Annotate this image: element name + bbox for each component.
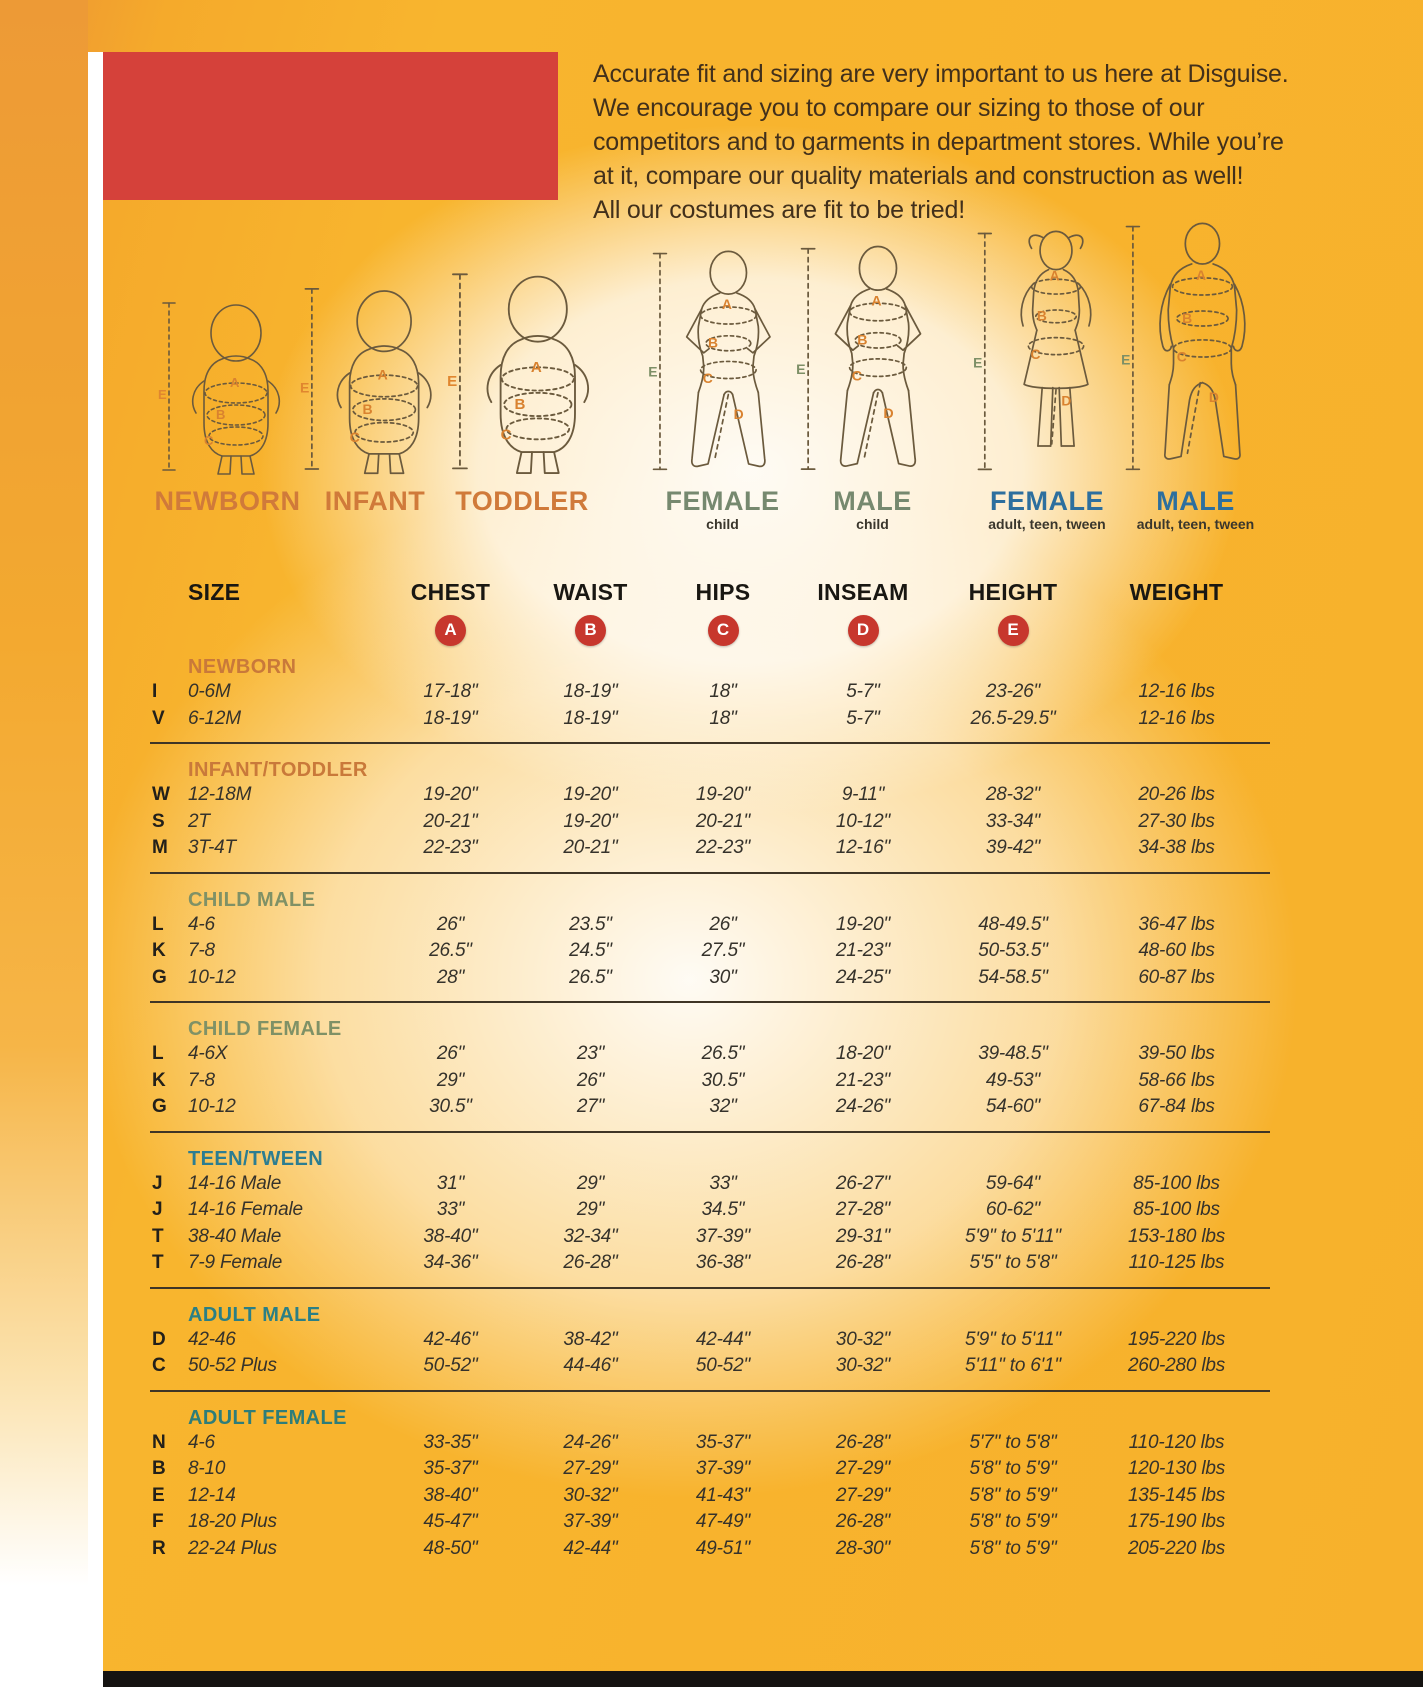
cell-inseam: 30-32" bbox=[835, 1328, 891, 1350]
section-title: TEEN/TWEEN bbox=[188, 1147, 324, 1170]
chest-letter: A bbox=[721, 296, 732, 313]
header-waist: WAIST bbox=[553, 578, 628, 605]
table-row bbox=[150, 1509, 1270, 1536]
header-height: HEIGHT bbox=[968, 578, 1058, 605]
height-letter: E bbox=[157, 387, 167, 402]
row-letter: L bbox=[152, 1043, 164, 1065]
figure-illustration bbox=[796, 240, 949, 480]
hips-letter: C bbox=[500, 426, 512, 444]
cell-height: 5'8" to 5'9" bbox=[969, 1511, 1057, 1533]
row-letter: R bbox=[152, 1537, 166, 1559]
cell-hips: 37-39" bbox=[695, 1458, 751, 1480]
cell-hips: 18" bbox=[709, 681, 737, 703]
inseam-letter: D bbox=[1060, 392, 1071, 409]
cell-weight: 205-220 lbs bbox=[1127, 1537, 1226, 1559]
cell-chest: 26" bbox=[436, 1043, 465, 1065]
height-letter: E bbox=[647, 363, 657, 380]
cell-weight: 135-145 lbs bbox=[1127, 1484, 1226, 1506]
section-title: INFANT/TODDLER bbox=[188, 759, 368, 781]
cell-inseam: 24-26" bbox=[835, 1096, 891, 1118]
cell-size: 18-20 Plus bbox=[188, 1511, 277, 1533]
figure-illustration bbox=[1121, 218, 1271, 480]
figure-label: FEMALE bbox=[665, 486, 780, 516]
cell-height: 50-53.5" bbox=[978, 940, 1048, 962]
cell-waist: 24-26" bbox=[563, 1431, 618, 1453]
cell-height: 39-42" bbox=[985, 837, 1041, 859]
cell-weight: 60-87 lbs bbox=[1138, 966, 1215, 988]
cell-height: 5'5" to 5'8" bbox=[969, 1252, 1057, 1274]
cell-size: 2T bbox=[188, 810, 210, 832]
table-row bbox=[150, 1224, 1270, 1251]
cell-weight: 175-190 lbs bbox=[1127, 1511, 1226, 1533]
section-divider bbox=[150, 1001, 1270, 1003]
cell-hips: 37-39" bbox=[695, 1225, 751, 1247]
measure-badge: C bbox=[708, 615, 739, 646]
cell-hips: 27.5" bbox=[701, 940, 745, 962]
table-row bbox=[150, 1456, 1270, 1483]
row-letter: T bbox=[152, 1225, 164, 1247]
section-divider bbox=[150, 1390, 1270, 1392]
table-row bbox=[150, 706, 1270, 733]
table-header-row bbox=[150, 576, 1270, 608]
cell-chest: 48-50" bbox=[423, 1537, 478, 1559]
cell-inseam: 27-29" bbox=[835, 1484, 891, 1506]
waist-letter: B bbox=[362, 400, 373, 417]
cell-waist: 26" bbox=[576, 1069, 605, 1091]
section-title: CHILD FEMALE bbox=[188, 1018, 342, 1040]
cell-inseam: 18-20" bbox=[835, 1043, 891, 1065]
chest-letter: A bbox=[1195, 267, 1206, 284]
cell-height: 39-48.5" bbox=[978, 1043, 1048, 1065]
inseam-letter: D bbox=[883, 405, 894, 422]
cell-chest: 26.5" bbox=[429, 940, 472, 962]
cell-chest: 35-37" bbox=[423, 1458, 478, 1480]
intro-line: Accurate fit and sizing are very important to us here at Disguise. bbox=[593, 60, 1289, 88]
height-letter: E bbox=[972, 354, 982, 371]
cell-waist: 26-28" bbox=[563, 1252, 618, 1274]
cell-waist: 18-19" bbox=[563, 707, 618, 729]
waist-letter: B bbox=[857, 332, 868, 349]
measure-badge: B bbox=[575, 615, 606, 646]
cell-weight: 120-130 lbs bbox=[1127, 1458, 1226, 1480]
header-weight: WEIGHT bbox=[1129, 578, 1224, 605]
inseam-letter: D bbox=[1208, 388, 1219, 405]
cell-inseam: 26-28" bbox=[835, 1431, 891, 1453]
cell-waist: 26.5" bbox=[569, 966, 612, 988]
header-inseam: INSEAM bbox=[817, 578, 909, 605]
cell-chest: 30.5" bbox=[429, 1096, 472, 1118]
cell-inseam: 21-23" bbox=[835, 940, 891, 962]
chest-letter: A bbox=[1049, 267, 1060, 284]
cell-chest: 29" bbox=[436, 1069, 465, 1091]
cell-chest: 18-19" bbox=[423, 707, 478, 729]
row-letter: D bbox=[152, 1328, 166, 1350]
row-letter: E bbox=[152, 1484, 165, 1506]
cell-chest: 17-18" bbox=[423, 681, 478, 703]
chest-letter: A bbox=[871, 293, 882, 310]
cell-inseam: 28-30" bbox=[835, 1537, 891, 1559]
cell-waist: 19-20" bbox=[563, 810, 618, 832]
cell-inseam: 24-25" bbox=[835, 966, 891, 988]
table-row bbox=[150, 679, 1270, 706]
waist-letter: B bbox=[1036, 307, 1047, 324]
intro-line: competitors and to garments in department stores. While you’re bbox=[593, 128, 1284, 156]
figure-illustration bbox=[158, 295, 298, 480]
figure-male-adult bbox=[1118, 218, 1273, 532]
row-letter: C bbox=[152, 1355, 166, 1377]
cell-chest: 28" bbox=[436, 966, 465, 988]
table-row bbox=[150, 912, 1270, 939]
height-letter: E bbox=[1120, 351, 1130, 368]
figure-illustration bbox=[648, 245, 798, 480]
cell-size: 4-6X bbox=[188, 1043, 228, 1065]
cell-size: 14-16 Female bbox=[188, 1199, 303, 1221]
figure-illustration bbox=[447, 265, 610, 480]
row-letter: V bbox=[152, 707, 165, 729]
table-row bbox=[150, 809, 1270, 836]
row-letter: K bbox=[152, 1069, 166, 1091]
figure-female-child bbox=[640, 245, 805, 532]
hips-letter: C bbox=[1030, 345, 1040, 362]
cell-size: 14-16 Male bbox=[188, 1172, 282, 1194]
cell-weight: 110-120 lbs bbox=[1128, 1431, 1225, 1453]
cell-waist: 18-19" bbox=[563, 681, 618, 703]
cell-weight: 36-47 lbs bbox=[1138, 913, 1215, 935]
row-letter: J bbox=[152, 1199, 163, 1221]
cell-inseam: 21-23" bbox=[835, 1069, 891, 1091]
measure-badges-row bbox=[150, 608, 1270, 652]
hips-letter: C bbox=[203, 433, 213, 448]
cell-size: 4-6 bbox=[188, 1431, 215, 1453]
cell-hips: 47-49" bbox=[695, 1511, 751, 1533]
height-letter: E bbox=[447, 372, 458, 390]
cell-hips: 34.5" bbox=[701, 1199, 745, 1221]
cell-height: 28-32" bbox=[985, 784, 1041, 806]
cell-inseam: 19-20" bbox=[835, 913, 891, 935]
table-row bbox=[150, 938, 1270, 965]
cell-weight: 27-30 lbs bbox=[1138, 810, 1215, 832]
cell-waist: 27-29" bbox=[563, 1458, 618, 1480]
cell-weight: 12-16 lbs bbox=[1138, 681, 1215, 703]
cell-inseam: 26-28" bbox=[835, 1252, 891, 1274]
intro-text bbox=[593, 57, 1393, 227]
page-bottom-bar bbox=[103, 1671, 1423, 1687]
cell-chest: 31" bbox=[436, 1172, 465, 1194]
cell-size: 42-46 bbox=[188, 1328, 236, 1350]
size-chart-table bbox=[150, 576, 1270, 1562]
section-divider bbox=[150, 872, 1270, 874]
cell-hips: 20-21" bbox=[695, 810, 751, 832]
cell-weight: 110-125 lbs bbox=[1128, 1252, 1225, 1274]
cell-waist: 27" bbox=[576, 1096, 605, 1118]
cell-hips: 22-23" bbox=[695, 837, 751, 859]
section-title: ADULT MALE bbox=[188, 1303, 321, 1326]
cell-inseam: 9-11" bbox=[841, 784, 885, 806]
row-letter: L bbox=[152, 913, 164, 935]
row-letter: M bbox=[152, 837, 168, 859]
cell-waist: 44-46" bbox=[563, 1355, 618, 1377]
cell-chest: 45-47" bbox=[423, 1511, 478, 1533]
hips-letter: C bbox=[702, 369, 713, 386]
row-letter: T bbox=[152, 1252, 164, 1274]
table-row bbox=[150, 1353, 1270, 1380]
measure-badge: E bbox=[998, 615, 1029, 646]
cell-hips: 35-37" bbox=[695, 1431, 751, 1453]
cell-weight: 195-220 lbs bbox=[1127, 1328, 1226, 1350]
figure-sublabel: adult, teen, tween bbox=[988, 516, 1106, 532]
cell-hips: 33" bbox=[709, 1172, 737, 1194]
table-row bbox=[150, 1483, 1270, 1510]
cell-waist: 30-32" bbox=[563, 1484, 618, 1506]
section-divider bbox=[150, 1287, 1270, 1289]
cell-hips: 18" bbox=[709, 707, 737, 729]
figure-illustration bbox=[973, 225, 1122, 480]
section-divider bbox=[150, 742, 1270, 744]
table-row bbox=[150, 835, 1270, 862]
cell-weight: 48-60 lbs bbox=[1138, 940, 1215, 962]
intro-line: at it, compare our quality materials and construction as well! bbox=[593, 162, 1244, 190]
cell-height: 23-26" bbox=[985, 681, 1041, 703]
table-row bbox=[150, 1068, 1270, 1095]
cell-waist: 23" bbox=[576, 1043, 605, 1065]
cell-chest: 33-35" bbox=[423, 1431, 478, 1453]
cell-hips: 42-44" bbox=[695, 1328, 751, 1350]
table-row bbox=[150, 1094, 1270, 1121]
row-letter: F bbox=[152, 1511, 164, 1533]
cell-inseam: 27-28" bbox=[835, 1199, 891, 1221]
intro-line: We encourage you to compare our sizing to those of our bbox=[593, 94, 1205, 122]
figure-female-adult bbox=[962, 225, 1132, 532]
cell-chest: 34-36" bbox=[423, 1252, 478, 1274]
cell-weight: 85-100 lbs bbox=[1133, 1172, 1220, 1194]
figure-sublabel: child bbox=[706, 516, 739, 532]
cell-hips: 36-38" bbox=[695, 1252, 751, 1274]
page-left-edge bbox=[0, 0, 88, 1687]
cell-weight: 20-26 lbs bbox=[1138, 784, 1215, 806]
cell-inseam: 10-12" bbox=[835, 810, 891, 832]
figure-label: MALE bbox=[1156, 486, 1235, 516]
hips-letter: C bbox=[1176, 348, 1187, 365]
height-letter: E bbox=[796, 362, 806, 379]
waist-letter: B bbox=[215, 407, 225, 422]
figure-label: MALE bbox=[833, 486, 912, 516]
cell-size: 12-18M bbox=[188, 784, 252, 806]
cell-weight: 85-100 lbs bbox=[1133, 1199, 1220, 1221]
cell-chest: 19-20" bbox=[423, 784, 478, 806]
cell-waist: 24.5" bbox=[569, 940, 612, 962]
cell-size: 22-24 Plus bbox=[188, 1537, 277, 1559]
table-row bbox=[150, 782, 1270, 809]
cell-inseam: 26-27" bbox=[835, 1172, 891, 1194]
cell-size: 10-12 bbox=[188, 1096, 236, 1118]
table-sections bbox=[150, 655, 1270, 1562]
figure-sublabel: child bbox=[856, 516, 889, 532]
red-block bbox=[103, 52, 558, 200]
row-letter: K bbox=[152, 940, 166, 962]
cell-inseam: 5-7" bbox=[846, 707, 880, 729]
cell-waist: 37-39" bbox=[563, 1511, 618, 1533]
row-letter: W bbox=[152, 784, 170, 806]
cell-chest: 33" bbox=[436, 1199, 465, 1221]
table-row bbox=[150, 1171, 1270, 1198]
cell-size: 6-12M bbox=[188, 707, 241, 729]
cell-size: 10-12 bbox=[188, 966, 236, 988]
cell-hips: 30.5" bbox=[701, 1069, 745, 1091]
cell-height: 54-58.5" bbox=[978, 966, 1048, 988]
table-row bbox=[150, 1430, 1270, 1457]
cell-chest: 20-21" bbox=[423, 810, 478, 832]
row-letter: I bbox=[152, 681, 158, 703]
cell-size: 8-10 bbox=[188, 1458, 226, 1480]
table-row bbox=[150, 1327, 1270, 1354]
cell-waist: 32-34" bbox=[563, 1225, 618, 1247]
figure-newborn bbox=[150, 295, 305, 517]
table-row bbox=[150, 965, 1270, 992]
cell-weight: 58-66 lbs bbox=[1138, 1069, 1215, 1091]
cell-hips: 32" bbox=[709, 1096, 737, 1118]
inseam-letter: D bbox=[733, 406, 744, 423]
cell-hips: 30" bbox=[709, 966, 737, 988]
figure-illustration bbox=[300, 280, 451, 480]
cell-waist: 29" bbox=[576, 1172, 605, 1194]
figure-male-child bbox=[795, 240, 950, 532]
cell-chest: 38-40" bbox=[423, 1225, 478, 1247]
row-letter: B bbox=[152, 1458, 166, 1480]
measure-badge: D bbox=[848, 615, 879, 646]
height-letter: E bbox=[300, 379, 310, 396]
cell-height: 48-49.5" bbox=[978, 913, 1048, 935]
header-chest: CHEST bbox=[410, 578, 491, 605]
figure-sublabel: adult, teen, tween bbox=[1136, 516, 1255, 532]
figure-label: NEWBORN bbox=[154, 486, 301, 516]
cell-size: 7-8 bbox=[188, 1069, 215, 1091]
row-letter: N bbox=[152, 1431, 166, 1453]
row-letter: G bbox=[152, 966, 167, 988]
table-row bbox=[150, 1041, 1270, 1068]
cell-inseam: 26-28" bbox=[835, 1511, 891, 1533]
cell-height: 5'7" to 5'8" bbox=[969, 1431, 1057, 1453]
section-title: NEWBORN bbox=[188, 656, 297, 678]
hips-letter: C bbox=[349, 429, 360, 446]
intro-line: All our costumes are fit to be tried! bbox=[593, 196, 965, 224]
figure-infant bbox=[300, 280, 450, 517]
header-hips: HIPS bbox=[695, 578, 751, 605]
cell-height: 49-53" bbox=[985, 1069, 1041, 1091]
table-row bbox=[150, 1250, 1270, 1277]
cell-height: 5'9" to 5'11" bbox=[965, 1328, 1061, 1350]
cell-inseam: 5-7" bbox=[846, 681, 880, 703]
waist-letter: B bbox=[514, 396, 526, 414]
cell-inseam: 12-16" bbox=[835, 837, 891, 859]
page-margin-strip bbox=[88, 52, 103, 1687]
figure-toddler bbox=[447, 265, 597, 517]
section-title: ADULT FEMALE bbox=[188, 1406, 347, 1429]
figure-label: INFANT bbox=[324, 486, 426, 516]
cell-chest: 42-46" bbox=[423, 1328, 478, 1350]
cell-waist: 20-21" bbox=[563, 837, 618, 859]
cell-weight: 260-280 lbs bbox=[1127, 1355, 1226, 1377]
chest-letter: A bbox=[377, 366, 388, 383]
cell-height: 60-62" bbox=[985, 1199, 1041, 1221]
cell-chest: 22-23" bbox=[423, 837, 478, 859]
cell-weight: 12-16 lbs bbox=[1138, 707, 1215, 729]
cell-height: 54-60" bbox=[985, 1096, 1041, 1118]
cell-waist: 38-42" bbox=[563, 1328, 618, 1350]
measure-badge: A bbox=[435, 615, 466, 646]
cell-size: 38-40 Male bbox=[188, 1225, 282, 1247]
cell-size: 7-8 bbox=[188, 940, 215, 962]
cell-hips: 26" bbox=[709, 913, 737, 935]
row-letter: G bbox=[152, 1096, 167, 1118]
chest-letter: A bbox=[530, 358, 542, 376]
cell-inseam: 30-32" bbox=[835, 1355, 891, 1377]
cell-height: 5'8" to 5'9" bbox=[969, 1484, 1057, 1506]
chest-letter: A bbox=[229, 375, 239, 390]
cell-height: 5'11" to 6'1" bbox=[965, 1355, 1061, 1377]
cell-chest: 38-40" bbox=[423, 1484, 478, 1506]
section-divider bbox=[150, 1131, 1270, 1133]
cell-inseam: 27-29" bbox=[835, 1458, 891, 1480]
cell-hips: 19-20" bbox=[695, 784, 751, 806]
cell-size: 12-14 bbox=[188, 1484, 236, 1506]
cell-weight: 67-84 lbs bbox=[1138, 1096, 1215, 1118]
cell-waist: 29" bbox=[576, 1199, 605, 1221]
section-title: CHILD MALE bbox=[188, 888, 316, 911]
cell-weight: 34-38 lbs bbox=[1138, 837, 1215, 859]
cell-hips: 26.5" bbox=[701, 1043, 745, 1065]
figure-label: TODDLER bbox=[455, 486, 589, 516]
cell-height: 5'8" to 5'9" bbox=[969, 1458, 1057, 1480]
cell-height: 33-34" bbox=[985, 810, 1041, 832]
cell-size: 7-9 Female bbox=[188, 1252, 283, 1274]
cell-height: 59-64" bbox=[985, 1172, 1041, 1194]
waist-letter: B bbox=[707, 334, 718, 351]
cell-hips: 41-43" bbox=[695, 1484, 751, 1506]
table-row bbox=[150, 1197, 1270, 1224]
header-size: SIZE bbox=[188, 578, 241, 605]
cell-chest: 50-52" bbox=[423, 1355, 478, 1377]
cell-waist: 23.5" bbox=[569, 913, 612, 935]
cell-height: 5'9" to 5'11" bbox=[965, 1225, 1061, 1247]
waist-letter: B bbox=[1181, 309, 1192, 326]
row-letter: J bbox=[152, 1172, 163, 1194]
cell-hips: 49-51" bbox=[695, 1537, 751, 1559]
cell-hips: 50-52" bbox=[695, 1355, 751, 1377]
cell-height: 26.5-29.5" bbox=[970, 707, 1056, 729]
cell-size: 0-6M bbox=[188, 681, 231, 703]
cell-height: 5'8" to 5'9" bbox=[969, 1537, 1057, 1559]
cell-size: 3T-4T bbox=[188, 837, 236, 859]
cell-waist: 42-44" bbox=[563, 1537, 618, 1559]
cell-size: 4-6 bbox=[188, 913, 215, 935]
row-letter: S bbox=[152, 810, 165, 832]
figure-label: FEMALE bbox=[990, 486, 1104, 516]
cell-inseam: 29-31" bbox=[835, 1225, 891, 1247]
cell-chest: 26" bbox=[436, 913, 465, 935]
table-row bbox=[150, 1536, 1270, 1563]
cell-weight: 39-50 lbs bbox=[1138, 1043, 1215, 1065]
cell-waist: 19-20" bbox=[563, 784, 618, 806]
hips-letter: C bbox=[851, 368, 863, 385]
cell-weight: 153-180 lbs bbox=[1127, 1225, 1226, 1247]
cell-size: 50-52 Plus bbox=[188, 1355, 277, 1377]
